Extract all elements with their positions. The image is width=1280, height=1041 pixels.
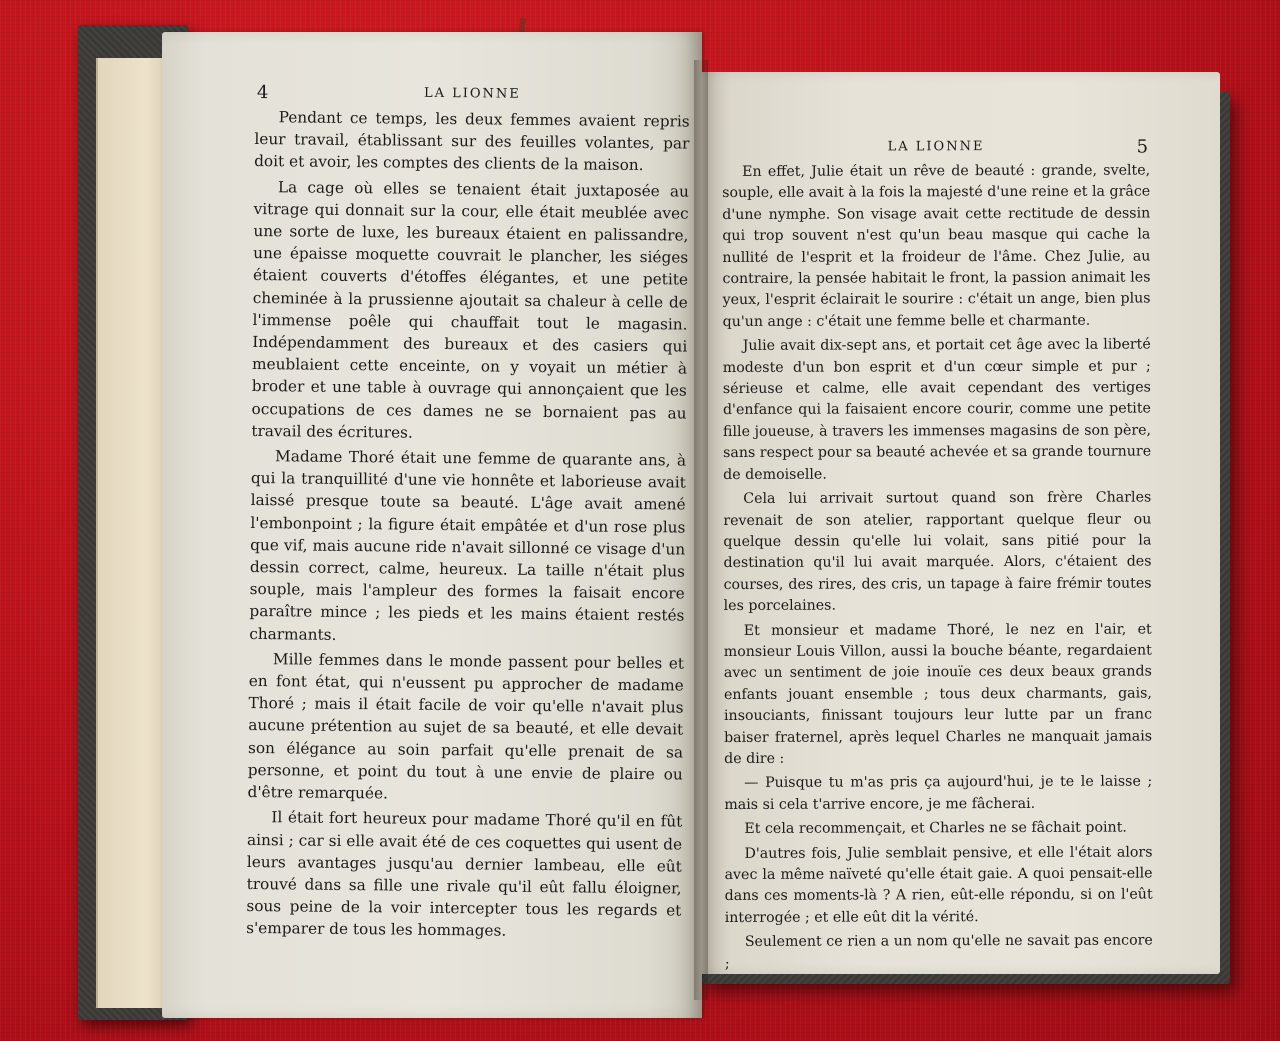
- paragraph: En effet, Julie était un rêve de beauté : grande, svelte, souple, elle avait à la fois la majesté d'une reine et la grâce d'une nymphe. Son visage avait cette rectitude de dessin qui trop souvent n'est qu'un beau masque qui cache la nullité de l'esprit et la froideur de l'âme. Chez Julie, au contraire, la pensée habitait le front, la passion animait les yeux, l'esprit éclairait le sourire : c'était un ange, bien plus qu'un ange : c'était une femme belle et charmante.: [722, 162, 1151, 330]
- right-page-text: [722, 136, 1153, 979]
- paragraph: Julie avait dix-sept ans, et portait cet âge avec la liberté modeste d'un bon esprit et d'un cœur simple et pur ; sérieuse et calme, elle avait cependant des vertiges d'enfance qui la faisaient encore courir, comme une petite fille joueuse, à travers les immenses magasins de son père, sans respect pour sa beauté achevée et sa grande tournure de demoiselle.: [722, 336, 1152, 483]
- page-number: 5: [1136, 136, 1149, 158]
- left-page-text: [246, 84, 690, 947]
- paragraph: Il était fort heureux pour madame Thoré qu'il en fût ainsi ; car si elle avait été de ces coquettes qui usent de leurs avantages jusqu'au dernier lambeau, elle eût trouvé dans sa fille une rivale qu'il eût fallu éloigner, sous peine de la voir intercepter tous les regards et s'emparer de tous les hommages.: [246, 808, 683, 940]
- paragraph: Madame Thoré était une femme de quarante ans, à qui la tranquillité d'une vie honnête et laborieuse avait laissé presque toute sa beauté. L'âge avait amené l'embonpoint ; la figure était empâtée et d'un rose plus que vif, mais aucune ride n'avait sillonné ce visage d'un dessin correct, calme, heureux. La taille n'était plus souple, mais l'ampleur des formes la faisait encore paraître mince ; les pieds et les mains étaient restés charmants.: [249, 447, 687, 644]
- running-head-title: LA LIONNE: [423, 85, 521, 102]
- book-gutter: [694, 60, 708, 1000]
- paragraph: Seulement ce rien a un nom qu'elle ne savait pas encore ;: [724, 932, 1153, 972]
- paragraph: Mille femmes dans le monde passent pour belles et en font état, qui n'eussent pu approcher de madame Thoré ; mais il était facile de voir qu'elle n'avait plus aucune prétention au sujet de sa beauté, et elle devait son élégance au soin parfait qu'elle prenait de sa personne, et point du tout à une envie de plaire ou d'être remarquée.: [247, 650, 685, 803]
- page-number: 4: [256, 82, 269, 104]
- paragraph: Cela lui arrivait surtout quand son frère Charles revenait de son atelier, rapportant quelque fleur ou quelque dessin qu'elle lui volait, sans pitié pour la destination qu'il lui avait marquée. Alors, c'étaient des courses, des rires, des cris, un tapage à faire frémir toutes les porcelaines.: [723, 489, 1152, 615]
- paragraph: Et cela recommençait, et Charles ne se fâchait point.: [744, 819, 1127, 838]
- running-head-right: [722, 136, 1150, 162]
- paragraph: D'autres fois, Julie semblait pensive, et elle l'était alors avec la même naïveté qu'elle était gaie. A quoi pensait-elle dans ces moments-là ? A rien, eût-elle répondu, si on l'eût interrogée ; et elle eût dit la vérité.: [724, 844, 1153, 926]
- paragraph: Pendant ce temps, les deux femmes avaient repris leur travail, établissant sur des feuilles volantes, par doit et avoir, les comptes des clients de la maison.: [254, 108, 690, 175]
- running-head-left: [255, 84, 690, 111]
- paragraph: — Puisque tu m'as pris ça aujourd'hui, je te le laisse ; mais si cela t'arrive encore, je me fâcherai.: [724, 773, 1153, 813]
- running-head-title: LA LIONNE: [887, 139, 985, 155]
- paragraph: Et monsieur et madame Thoré, le nez en l'air, et monsieur Louis Villon, aussi la bouche béante, regardaient avec un sentiment de joie inouïe ces deux beaux grands enfants jouant ensemble ; tous deux charmants, gais, insouciants, finissant toujours leur lutte par un franc baiser fraternel, après lequel Charles ne manquait jamais de dire :: [723, 621, 1153, 767]
- paragraph: La cage où elles se tenaient était juxtaposée au vitrage qui donnait sur la cour, elle était meublée avec une sorte de luxe, les bureaux étaient en palissandre, une épaisse moquette couvrait le plancher, les siéges étaient couverts d'étoffes élégantes, et une petite cheminée à la prussienne ajoutait sa chaleur à celle de l'immense poêle qui chauffait tout le magasin. Indépendamment des bureaux et des casiers qui meublaient cette enceinte, on y voyait un métier à broder et une table à ouvrage qui annonçaient que les occupations de ces dames ne se bornaient pas au travail des écritures.: [251, 177, 689, 442]
